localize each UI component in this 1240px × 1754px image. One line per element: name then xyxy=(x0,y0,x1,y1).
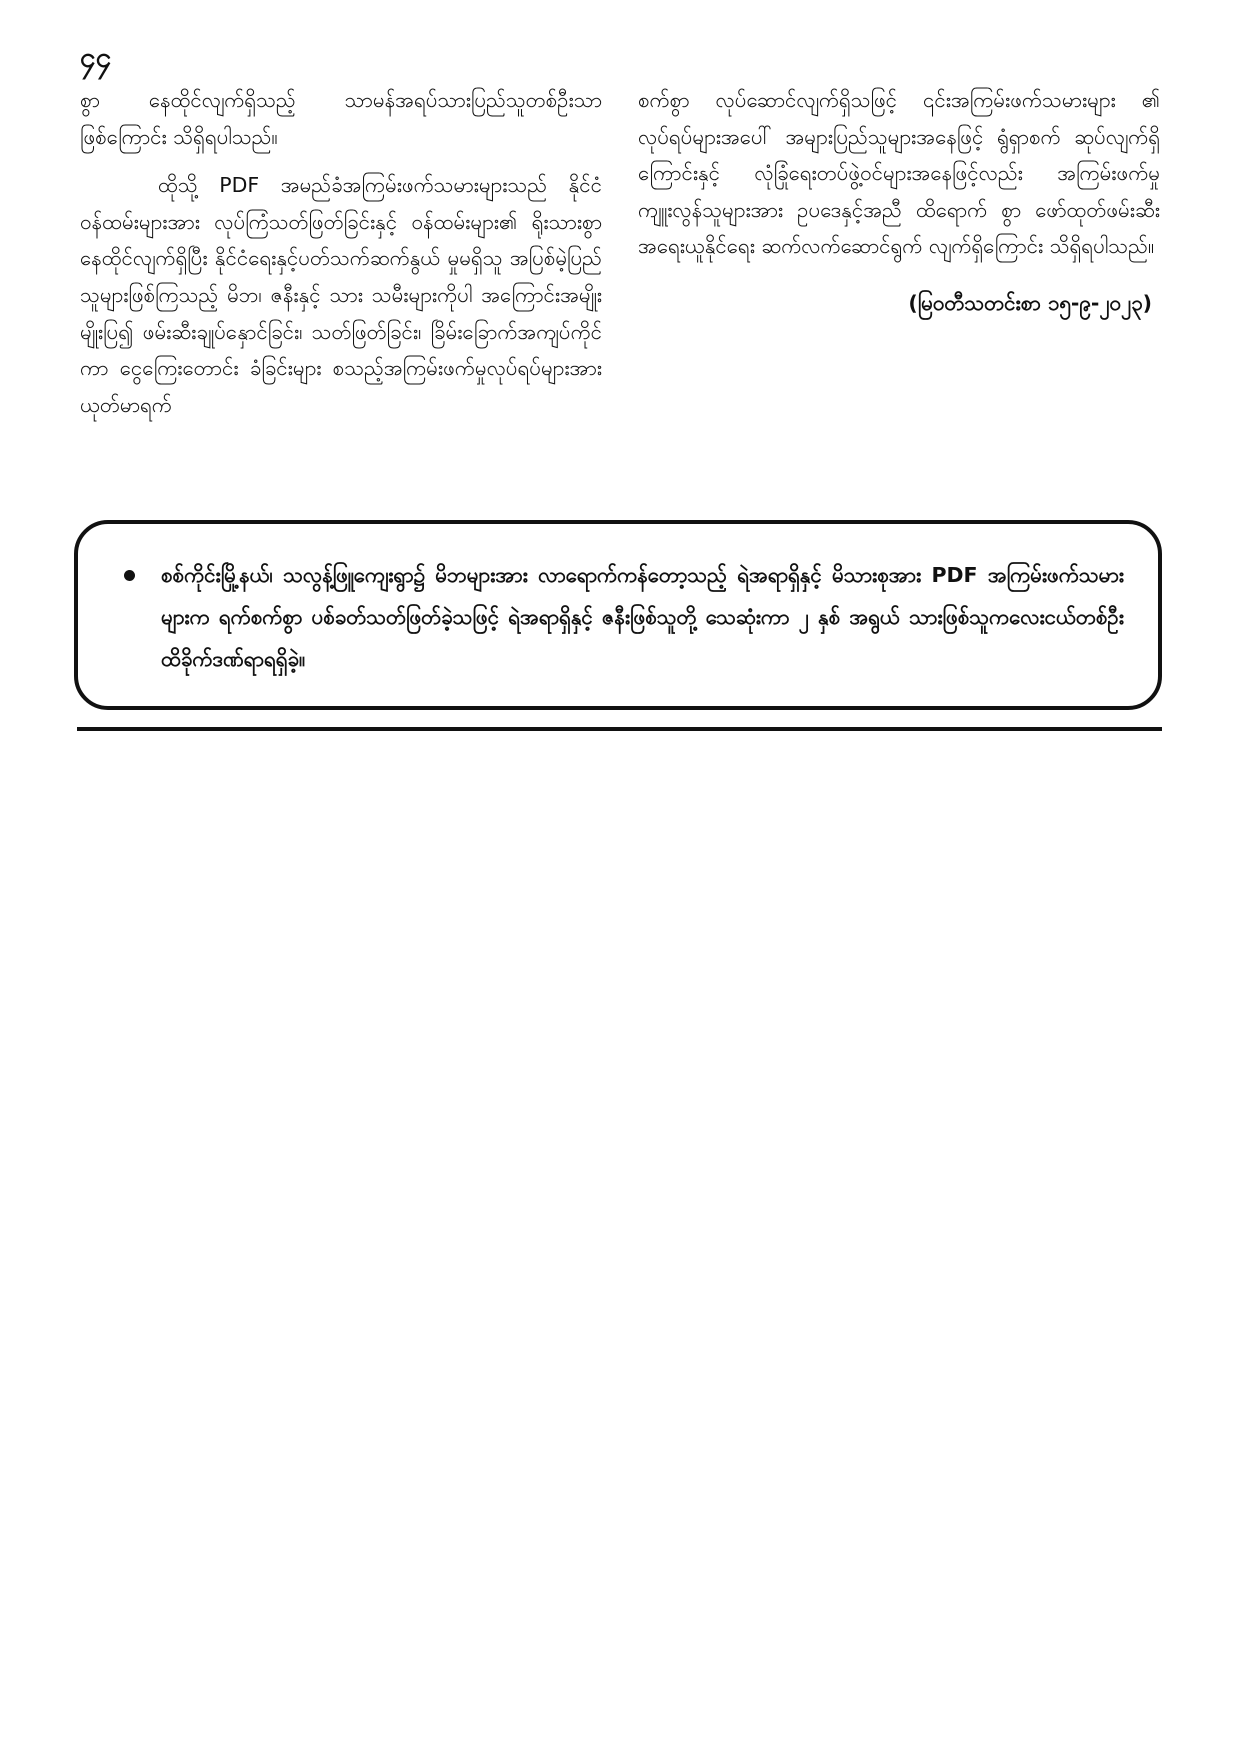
left-paragraph-1: စွာ နေထိုင်လျက်ရှိသည့် သာမန်အရပ်သားပြည်သူတစ်ဦးသာ ဖြစ်ကြောင်း သိရှိရပါသည်။ xyxy=(80,88,602,149)
left-column xyxy=(80,82,602,435)
horizontal-divider xyxy=(77,727,1162,731)
article-body xyxy=(80,82,1160,435)
page-number: ၄၄ xyxy=(80,41,112,74)
left-paragraph-2: ထိုသို့ PDF အမည်ခံအကြမ်းဖက်သမားများသည် နိုင်ငံ ဝန်ထမ်းများအား လုပ်ကြံသတ်ဖြတ်ခြင်းနှင့် ဝန်ထမ်းများ၏ ရိုးသားစွာနေထိုင်လျက်ရှိပြီး နိုင်ငံရေးနှင့်ပတ်သက်ဆက်နွယ် မှုမရှိသူ အပြစ်မဲ့ပြည်သူများဖြစ်ကြသည့် မိဘ၊ ဇနီးနှင့် သား သမီးများကိုပါ အကြောင်းအမျိုးမျိုးပြ၍ ဖမ်းဆီးချုပ်နှောင်ခြင်း၊ သတ်ဖြတ်ခြင်း၊ ခြိမ်းခြောက်အကျပ်ကိုင်ကာ ငွေကြေးတောင်း ခံခြင်းများ စသည့်အကြမ်းဖက်မှုလုပ်ရပ်များအား ယုတ်မာရက် xyxy=(80,173,602,417)
right-paragraph-1: စက်စွာ လုပ်ဆောင်လျက်ရှိသဖြင့် ၎င်းအကြမ်းဖက်သမားများ ၏ လုပ်ရပ်များအပေါ် အများပြည်သူများအနေဖြင့် ရွံရှာစက် ဆုပ်လျက်ရှိကြောင်းနှင့် လုံခြုံရေးတပ်ဖွဲ့ဝင်များအနေဖြင့်လည်း အကြမ်းဖက်မှုကျူးလွန်သူများအား ဥပဒေနှင့်အညီ ထိရောက် စွာ ဖော်ထုတ်ဖမ်းဆီးအရေးယူနိုင်ရေး ဆက်လက်ဆောင်ရွက် လျက်ရှိကြောင်း သိရှိရပါသည်။ xyxy=(638,88,1160,259)
bullet-icon xyxy=(124,570,135,581)
highlight-callout-box xyxy=(74,520,1162,710)
source-citation: (မြဝတီသတင်းစာ ၁၅-၉-၂၀၂၃) xyxy=(908,290,1152,315)
right-column xyxy=(638,82,1160,435)
callout-text: စစ်ကိုင်းမြို့နယ်၊ သလွန့်ဖြူကျေးရွာ၌ မိဘများအား လာရောက်ကန်တော့သည့် ရဲအရာရှိနှင့် မိသားစုအား PDF အကြမ်းဖက်သမားများက ရက်စက်စွာ ပစ်ခတ်သတ်ဖြတ်ခဲ့သဖြင့် ရဲအရာရှိနှင့် ဇနီးဖြစ်သူတို့ သေဆုံးကာ ၂ နှစ် အရွယ် သားဖြစ်သူကလေးငယ်တစ်ဦး ထိခိုက်ဒဏ်ရာရရှိခဲ့။ xyxy=(161,563,1124,671)
callout-item xyxy=(124,554,1124,680)
